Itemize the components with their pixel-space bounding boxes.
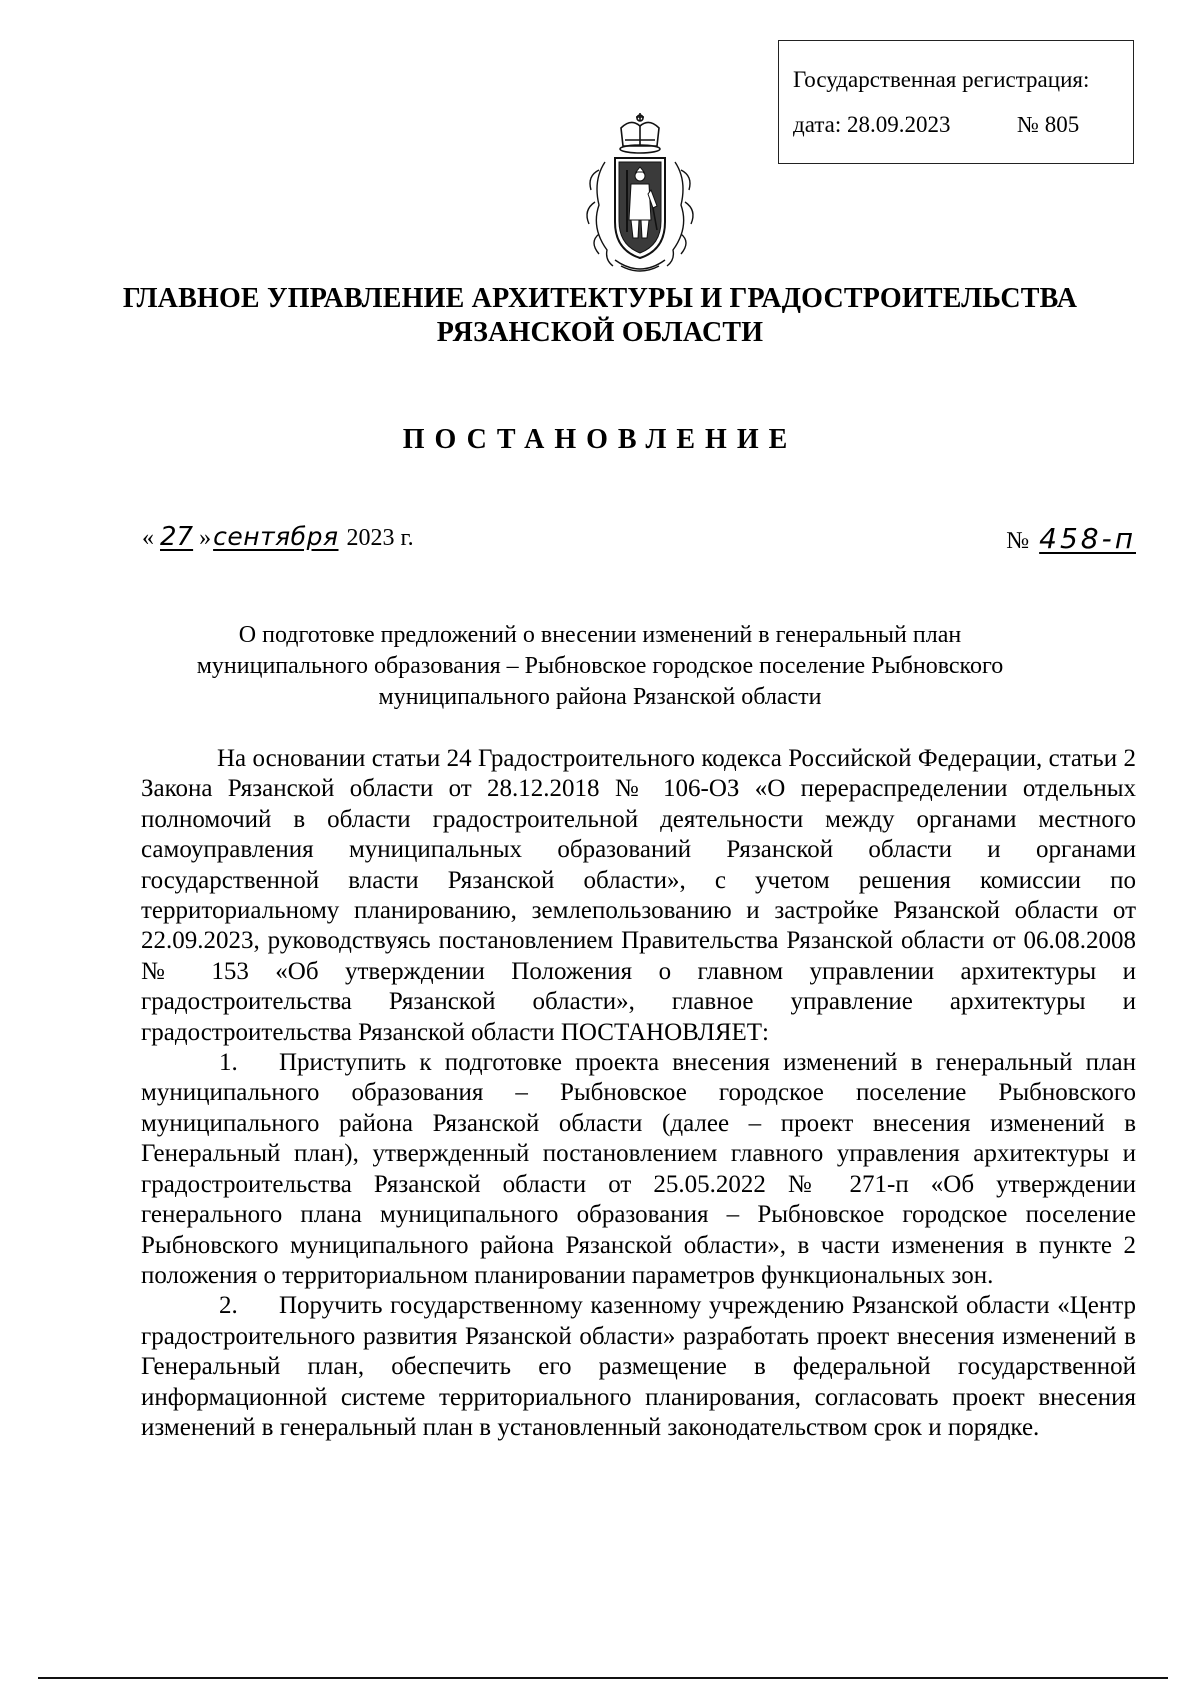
organization-title-line1: ГЛАВНОЕ УПРАВЛЕНИЕ АРХИТЕКТУРЫ И ГРАДОСТРОИТЕЛЬСТВА [122, 283, 1078, 314]
number-prefix: № [1006, 528, 1030, 554]
registration-stamp [778, 40, 1134, 164]
date-close-quote: » [199, 525, 212, 551]
decree-body [141, 744, 1136, 1443]
decree-date [142, 522, 414, 552]
registration-number: № 805 [1017, 112, 1080, 137]
handwritten-number: 458-п [1039, 522, 1136, 555]
date-open-quote: « [142, 525, 154, 551]
document-type: ПОСТАНОВЛЕНИЕ [402, 424, 798, 455]
item-number: 1. [219, 1049, 238, 1077]
handwritten-day: 27 [160, 522, 194, 552]
registration-date: дата: 28.09.2023 [793, 112, 951, 137]
subject-line2: муниципального образования – Рыбновское городское поселение Рыбновского [196, 653, 1004, 679]
organization-title [60, 282, 1140, 350]
subject-line1: О подготовке предложений о внесении изменений в генеральный план [238, 622, 962, 648]
date-year: 2023 г. [346, 525, 414, 551]
preamble-paragraph: На основании статьи 24 Градостроительного кодекса Российской Федерации, статьи 2 Закона Рязанской области от 28.12.2018 № 106-ОЗ «О перераспределении отдельных полномочий в области градостроительной деятельности между органами местного самоуправления муниципальных образований Рязанской области и органами государственной власти Рязанской области», с учетом решения комиссии по территориальному планированию, землепользованию и застройке Рязанской области от 22.09.2023, руководствуясь постановлением Правительства Рязанской области от 06.08.2008 № 153 «Об утверждении Положения о главном управлении архитектуры и градостроительства Рязанской области», главное управление архитектуры и градостроительства Рязанской области ПОСТАНОВЛЯЕТ: [141, 745, 1136, 1046]
decree-number [1006, 522, 1136, 555]
coat-of-arms-icon [565, 110, 715, 280]
footer-divider [38, 1677, 1168, 1679]
organization-title-line2: РЯЗАНСКОЙ ОБЛАСТИ [436, 317, 764, 348]
list-item [141, 1048, 1136, 1291]
item-number: 2. [219, 1292, 238, 1320]
item-text: Поручить государственному казенному учреждению Рязанской области «Центр градостроительного развития Рязанской области» разработать проект внесения изменений в Генеральный план, обеспечить его размещение в федеральной государственной информационной системе территориального планирования, согласовать проект внесения изменений в генеральный план в установленный законодательством срок и порядке. [141, 1292, 1136, 1441]
subject-line3: муниципального района Рязанской области [378, 684, 822, 710]
decree-subject [150, 620, 1050, 713]
registration-title: Государственная регистрация: [793, 67, 1090, 92]
list-item [141, 1291, 1136, 1443]
item-text: Приступить к подготовке проекта внесения изменений в генеральный план муниципального образования – Рыбновское городское поселение Рыбновского муниципального района Рязанской области (далее – проект внесения изменений в Генеральный план), утвержденный постановлением главного управления архитектуры и градостроительства Рязанской области от 25.05.2022 № 271-п «Об утверждении генерального плана муниципального образования – Рыбновское городское поселение Рыбновского муниципального района Рязанской области», в части изменения в пункте 2 положения о территориальном планировании параметров функциональных зон. [141, 1049, 1136, 1289]
handwritten-month: сентября [213, 522, 339, 551]
